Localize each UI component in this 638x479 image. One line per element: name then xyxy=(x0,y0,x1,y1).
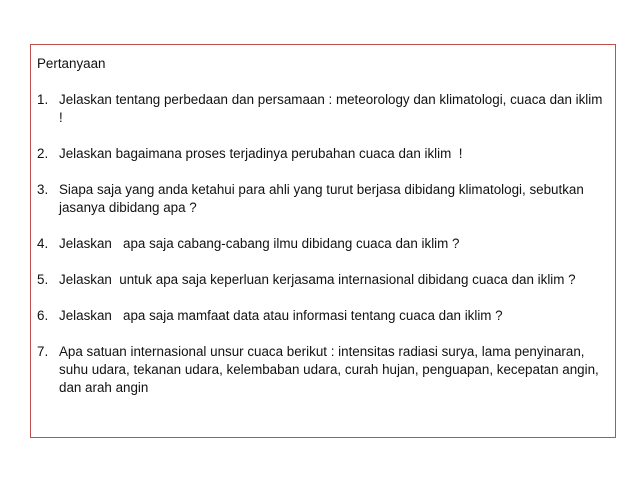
question-list xyxy=(37,91,609,397)
question-text: Jelaskan bagaimana proses terjadinya perubahan cuaca dan iklim ! xyxy=(59,146,463,161)
question-item-5 xyxy=(37,271,609,289)
question-box xyxy=(30,44,616,438)
question-number: 2. xyxy=(37,146,49,161)
question-number: 7. xyxy=(37,344,49,359)
section-heading: Pertanyaan xyxy=(37,56,106,71)
question-item-1 xyxy=(37,91,609,127)
question-item-2 xyxy=(37,145,609,163)
question-item-6 xyxy=(37,307,609,325)
question-text: Siapa saja yang anda ketahui para ahli yang turut berjasa dibidang klimatologi, sebutkan jasanya dibidang apa ? xyxy=(59,182,588,215)
question-number: 6. xyxy=(37,308,49,323)
question-item-4 xyxy=(37,235,609,253)
question-item-7 xyxy=(37,343,609,397)
question-number: 4. xyxy=(37,236,49,251)
question-number: 1. xyxy=(37,92,49,107)
question-item-3 xyxy=(37,181,609,217)
question-number: 3. xyxy=(37,182,49,197)
question-text: Jelaskan untuk apa saja keperluan kerjasama internasional dibidang cuaca dan iklim ? xyxy=(59,272,576,287)
question-text: Apa satuan internasional unsur cuaca berikut : intensitas radiasi surya, lama penyinaran, suhu udara, tekanan udara, kelembaban udara, curah hujan, penguapan, kecepatan angin, dan arah angin xyxy=(59,344,603,395)
question-text: Jelaskan apa saja mamfaat data atau informasi tentang cuaca dan iklim ? xyxy=(59,308,503,323)
question-text: Jelaskan tentang perbedaan dan persamaan : meteorology dan klimatologi, cuaca dan iklim ! xyxy=(59,92,607,125)
question-number: 5. xyxy=(37,272,49,287)
question-text: Jelaskan apa saja cabang-cabang ilmu dibidang cuaca dan iklim ? xyxy=(59,236,460,251)
